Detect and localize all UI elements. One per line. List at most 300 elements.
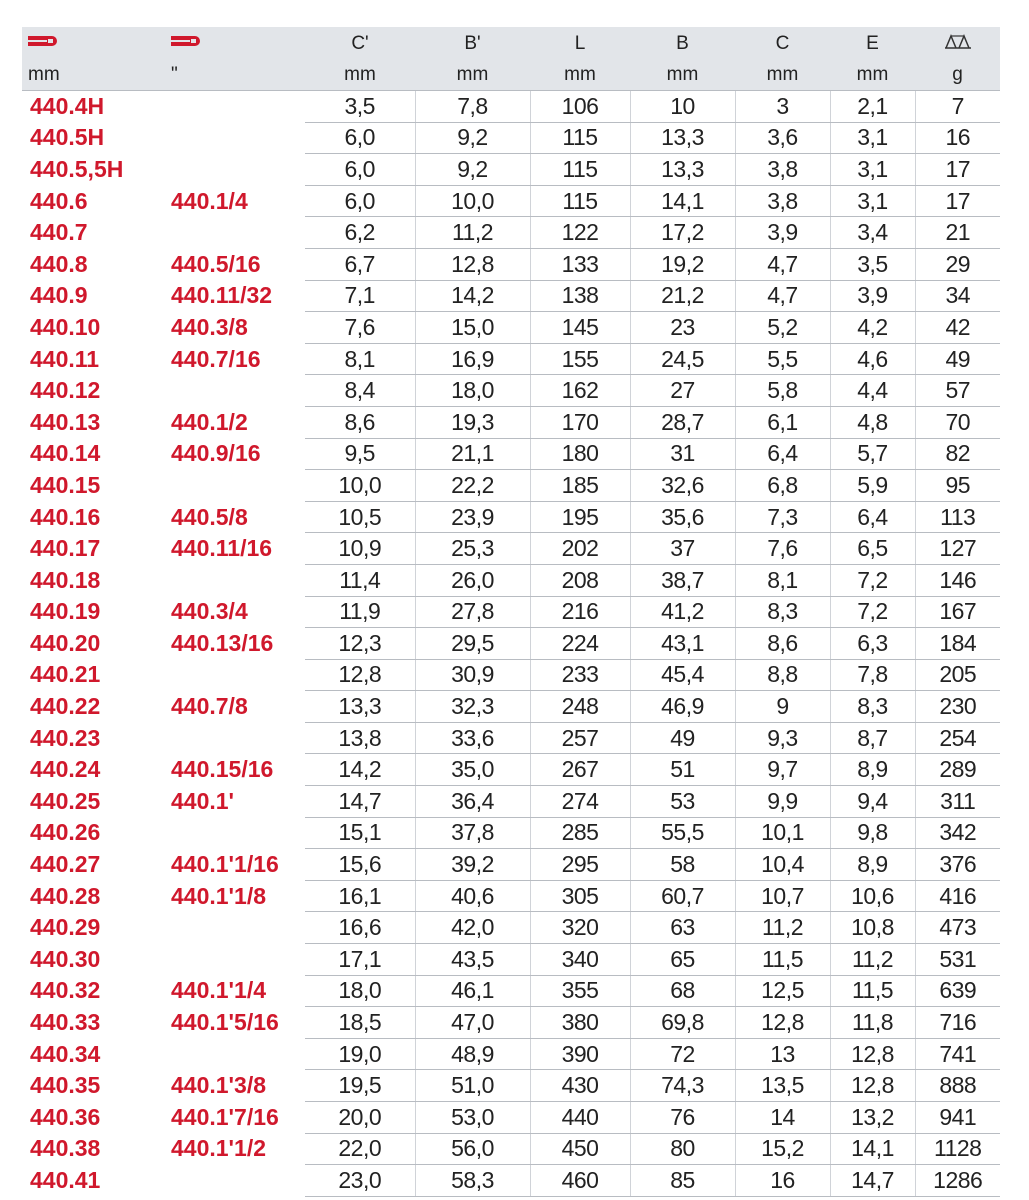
article-code-metric: 440.24 [30,756,101,783]
value-b-prime: 21,1 [415,438,530,470]
table-row [22,122,1000,154]
table-row [22,754,1000,786]
value-c: 10,1 [735,817,830,849]
value-c-prime: 7,1 [305,280,415,312]
article-code-metric: 440.34 [30,1040,101,1067]
value-c-prime: 16,1 [305,880,415,912]
value-weight: 16 [915,122,1000,154]
value-weight: 17 [915,185,1000,217]
table-row [22,91,1000,123]
value-e: 12,8 [830,1038,915,1070]
value-c: 3,6 [735,122,830,154]
header-unit-inch: " [165,60,305,91]
article-code-metric: 440.33 [30,1009,101,1036]
value-c-prime: 11,4 [305,564,415,596]
value-c: 6,1 [735,406,830,438]
value-c-prime: 13,8 [305,722,415,754]
article-code-inch [165,217,305,249]
table-row [22,501,1000,533]
article-code-inch: 440.1'3/8 [171,1072,266,1099]
value-b-prime: 33,6 [415,722,530,754]
value-c-prime: 11,9 [305,596,415,628]
value-c: 6,4 [735,438,830,470]
value-weight: 184 [915,628,1000,660]
value-e: 3,9 [830,280,915,312]
value-c: 14 [735,1102,830,1134]
article-code-inch: 440.1'5/16 [171,1009,279,1036]
header-unit: mm [630,60,735,91]
value-weight: 376 [915,849,1000,881]
value-e: 4,2 [830,312,915,344]
value-c: 10,7 [735,880,830,912]
value-c: 5,5 [735,343,830,375]
article-code-inch [165,722,305,754]
value-e: 13,2 [830,1102,915,1134]
article-code-metric: 440.30 [30,945,101,972]
value-l: 115 [530,122,630,154]
value-c-prime: 13,3 [305,691,415,723]
wrench-icon [28,32,58,54]
value-e: 8,3 [830,691,915,723]
article-code-inch [165,470,305,502]
value-b-prime: 35,0 [415,754,530,786]
article-code-inch [165,375,305,407]
table-row [22,185,1000,217]
value-l: 133 [530,248,630,280]
value-b: 23 [630,312,735,344]
value-c-prime: 10,0 [305,470,415,502]
value-c: 3,8 [735,185,830,217]
value-c: 9 [735,691,830,723]
value-weight: 311 [915,786,1000,818]
value-c-prime: 18,5 [305,1007,415,1039]
value-l: 440 [530,1102,630,1134]
header-unit-mm: mm [22,60,165,91]
value-b-prime: 25,3 [415,533,530,565]
value-l: 305 [530,880,630,912]
value-l: 390 [530,1038,630,1070]
value-b-prime: 30,9 [415,659,530,691]
header-row-units [22,60,1000,91]
value-b: 21,2 [630,280,735,312]
value-c: 4,7 [735,248,830,280]
article-code-metric: 440.6 [30,187,88,214]
value-b-prime: 11,2 [415,217,530,249]
article-code-metric: 440.36 [30,1103,101,1130]
value-weight: 57 [915,375,1000,407]
value-e: 10,6 [830,880,915,912]
value-c-prime: 8,1 [305,343,415,375]
value-b: 27 [630,375,735,407]
header-metric-icon-cell [22,27,165,60]
value-c: 9,7 [735,754,830,786]
value-b-prime: 32,3 [415,691,530,723]
table-row [22,406,1000,438]
value-c: 4,7 [735,280,830,312]
value-l: 267 [530,754,630,786]
header-unit: mm [735,60,830,91]
value-c: 8,8 [735,659,830,691]
article-code-inch: 440.7/8 [171,693,248,720]
header-label-b-prime: B' [415,27,530,60]
value-weight: 113 [915,501,1000,533]
value-b: 43,1 [630,628,735,660]
value-b-prime: 27,8 [415,596,530,628]
value-b: 49 [630,722,735,754]
value-l: 430 [530,1070,630,1102]
article-code-metric: 440.35 [30,1072,101,1099]
table-row [22,975,1000,1007]
value-e: 11,2 [830,944,915,976]
value-b-prime: 26,0 [415,564,530,596]
value-e: 3,1 [830,154,915,186]
article-code-metric: 440.11 [30,345,100,372]
value-l: 138 [530,280,630,312]
value-c-prime: 6,0 [305,154,415,186]
spec-table [22,27,1000,1197]
value-e: 9,4 [830,786,915,818]
value-l: 162 [530,375,630,407]
value-l: 202 [530,533,630,565]
value-c-prime: 10,9 [305,533,415,565]
article-code-metric: 440.12 [30,377,101,404]
value-b: 31 [630,438,735,470]
value-e: 6,5 [830,533,915,565]
value-b: 28,7 [630,406,735,438]
header-unit: mm [830,60,915,91]
value-c-prime: 9,5 [305,438,415,470]
value-c-prime: 3,5 [305,91,415,123]
header-inch-icon-cell [165,27,305,60]
article-code-metric: 440.5H [30,124,105,151]
article-code-inch: 440.7/16 [171,345,261,372]
value-b-prime: 22,2 [415,470,530,502]
value-weight: 741 [915,1038,1000,1070]
value-l: 224 [530,628,630,660]
article-code-inch: 440.5/16 [171,250,261,277]
value-c-prime: 7,6 [305,312,415,344]
value-c-prime: 12,3 [305,628,415,660]
table-row [22,280,1000,312]
article-code-metric: 440.5,5H [30,155,124,182]
article-code-inch [165,122,305,154]
value-c-prime: 15,1 [305,817,415,849]
article-code-inch: 440.3/4 [171,598,248,625]
value-c-prime: 8,4 [305,375,415,407]
value-c: 3,8 [735,154,830,186]
value-weight: 29 [915,248,1000,280]
value-weight: 941 [915,1102,1000,1134]
value-e: 8,9 [830,754,915,786]
value-l: 122 [530,217,630,249]
value-b-prime: 9,2 [415,154,530,186]
value-l: 115 [530,185,630,217]
article-code-metric: 440.29 [30,914,101,941]
value-b-prime: 19,3 [415,406,530,438]
article-code-inch: 440.1'1/16 [171,851,279,878]
value-c: 8,1 [735,564,830,596]
article-code-inch [165,564,305,596]
value-c-prime: 18,0 [305,975,415,1007]
value-b: 37 [630,533,735,565]
value-l: 115 [530,154,630,186]
article-code-metric: 440.17 [30,535,101,562]
value-e: 12,8 [830,1070,915,1102]
value-l: 170 [530,406,630,438]
value-e: 3,1 [830,185,915,217]
value-e: 7,8 [830,659,915,691]
value-c: 9,3 [735,722,830,754]
value-e: 5,7 [830,438,915,470]
value-l: 340 [530,944,630,976]
value-b: 35,6 [630,501,735,533]
table-header [22,27,1000,91]
value-b-prime: 23,9 [415,501,530,533]
value-e: 8,9 [830,849,915,881]
table-row [22,1007,1000,1039]
table-row [22,659,1000,691]
value-b-prime: 42,0 [415,912,530,944]
table-row [22,722,1000,754]
value-weight: 416 [915,880,1000,912]
article-code-inch: 440.13/16 [171,629,274,656]
article-code-metric: 440.18 [30,566,101,593]
value-b-prime: 12,8 [415,248,530,280]
article-code-metric: 440.14 [30,440,101,467]
article-code-inch [165,659,305,691]
header-label-l: L [530,27,630,60]
article-code-inch: 440.5/8 [171,503,248,530]
article-code-metric: 440.13 [30,408,101,435]
value-l: 257 [530,722,630,754]
value-e: 3,1 [830,122,915,154]
value-b-prime: 39,2 [415,849,530,881]
article-code-inch [165,154,305,186]
value-b: 68 [630,975,735,1007]
article-code-inch: 440.1'1/2 [171,1135,266,1162]
value-l: 208 [530,564,630,596]
value-c-prime: 14,7 [305,786,415,818]
header-unit: mm [530,60,630,91]
spec-table-wrapper [22,27,1000,1197]
header-weight-icon-cell [915,27,1000,60]
table-row [22,533,1000,565]
value-e: 11,5 [830,975,915,1007]
value-c: 10,4 [735,849,830,881]
value-b: 41,2 [630,596,735,628]
article-code-metric: 440.10 [30,313,101,340]
table-row [22,1133,1000,1165]
value-weight: 254 [915,722,1000,754]
value-c-prime: 6,2 [305,217,415,249]
value-b: 63 [630,912,735,944]
value-c: 8,6 [735,628,830,660]
value-b: 76 [630,1102,735,1134]
value-b: 38,7 [630,564,735,596]
value-e: 2,1 [830,91,915,123]
article-code-metric: 440.41 [30,1166,101,1193]
value-b: 13,3 [630,154,735,186]
value-b: 45,4 [630,659,735,691]
table-row [22,691,1000,723]
header-label-c: C [735,27,830,60]
wrench-icon [171,32,201,54]
value-e: 3,4 [830,217,915,249]
article-code-metric: 440.9 [30,282,88,309]
value-c-prime: 6,0 [305,122,415,154]
header-unit: mm [415,60,530,91]
value-weight: 17 [915,154,1000,186]
table-row [22,1102,1000,1134]
article-code-inch: 440.1'1/8 [171,882,266,909]
value-l: 295 [530,849,630,881]
value-e: 7,2 [830,596,915,628]
value-b: 60,7 [630,880,735,912]
value-b: 24,5 [630,343,735,375]
value-weight: 7 [915,91,1000,123]
value-e: 4,6 [830,343,915,375]
article-code-inch [165,817,305,849]
article-code-inch: 440.1/4 [171,187,248,214]
value-e: 9,8 [830,817,915,849]
table-row [22,1165,1000,1197]
value-l: 355 [530,975,630,1007]
table-row [22,343,1000,375]
table-row [22,849,1000,881]
value-weight: 473 [915,912,1000,944]
value-c: 6,8 [735,470,830,502]
article-code-metric: 440.22 [30,693,101,720]
value-weight: 230 [915,691,1000,723]
value-c-prime: 6,0 [305,185,415,217]
article-code-metric: 440.20 [30,629,101,656]
value-b-prime: 40,6 [415,880,530,912]
value-weight: 289 [915,754,1000,786]
value-l: 380 [530,1007,630,1039]
value-l: 155 [530,343,630,375]
value-l: 185 [530,470,630,502]
value-c: 13,5 [735,1070,830,1102]
value-c-prime: 14,2 [305,754,415,786]
value-l: 195 [530,501,630,533]
value-c: 7,6 [735,533,830,565]
value-b-prime: 7,8 [415,91,530,123]
table-row [22,217,1000,249]
value-c: 8,3 [735,596,830,628]
value-c: 5,2 [735,312,830,344]
value-b-prime: 53,0 [415,1102,530,1134]
table-row [22,596,1000,628]
value-l: 180 [530,438,630,470]
article-code-metric: 440.16 [30,503,101,530]
value-e: 14,7 [830,1165,915,1197]
article-code-inch: 440.1'1/4 [171,977,266,1004]
value-b-prime: 56,0 [415,1133,530,1165]
value-c: 9,9 [735,786,830,818]
value-weight: 716 [915,1007,1000,1039]
value-c: 3 [735,91,830,123]
header-row-labels [22,27,1000,60]
table-row [22,1070,1000,1102]
value-c: 5,8 [735,375,830,407]
value-c: 15,2 [735,1133,830,1165]
table-row [22,375,1000,407]
value-b-prime: 58,3 [415,1165,530,1197]
header-label-e: E [830,27,915,60]
value-weight: 21 [915,217,1000,249]
value-e: 6,4 [830,501,915,533]
article-code-metric: 440.23 [30,724,101,751]
value-weight: 70 [915,406,1000,438]
value-l: 106 [530,91,630,123]
value-c-prime: 20,0 [305,1102,415,1134]
value-c-prime: 10,5 [305,501,415,533]
article-code-inch [165,944,305,976]
value-e: 11,8 [830,1007,915,1039]
value-b-prime: 37,8 [415,817,530,849]
value-weight: 82 [915,438,1000,470]
value-weight: 34 [915,280,1000,312]
article-code-metric: 440.7 [30,219,88,246]
value-b: 65 [630,944,735,976]
value-b-prime: 14,2 [415,280,530,312]
value-b: 55,5 [630,817,735,849]
value-l: 450 [530,1133,630,1165]
value-b-prime: 9,2 [415,122,530,154]
table-row [22,912,1000,944]
value-weight: 95 [915,470,1000,502]
value-c-prime: 8,6 [305,406,415,438]
value-c-prime: 19,0 [305,1038,415,1070]
article-code-metric: 440.21 [30,661,101,688]
weight-scale-icon [943,32,973,56]
table-row [22,438,1000,470]
value-c: 13 [735,1038,830,1070]
value-b-prime: 51,0 [415,1070,530,1102]
value-c-prime: 17,1 [305,944,415,976]
table-row [22,628,1000,660]
table-row [22,786,1000,818]
table-row [22,944,1000,976]
article-code-metric: 440.27 [30,851,101,878]
value-b: 32,6 [630,470,735,502]
value-e: 4,8 [830,406,915,438]
value-e: 6,3 [830,628,915,660]
table-row [22,880,1000,912]
value-b: 53 [630,786,735,818]
table-row [22,470,1000,502]
value-b-prime: 29,5 [415,628,530,660]
value-b: 80 [630,1133,735,1165]
value-c: 3,9 [735,217,830,249]
value-weight: 49 [915,343,1000,375]
article-code-metric: 440.15 [30,471,101,498]
value-weight: 639 [915,975,1000,1007]
header-label-c-prime: C' [305,27,415,60]
value-b: 19,2 [630,248,735,280]
article-code-metric: 440.28 [30,882,101,909]
value-b-prime: 36,4 [415,786,530,818]
article-code-inch: 440.1/2 [171,408,248,435]
value-e: 14,1 [830,1133,915,1165]
header-unit: mm [305,60,415,91]
value-c: 12,8 [735,1007,830,1039]
value-c-prime: 15,6 [305,849,415,881]
value-c: 11,2 [735,912,830,944]
value-weight: 888 [915,1070,1000,1102]
article-code-metric: 440.26 [30,819,101,846]
value-b-prime: 10,0 [415,185,530,217]
